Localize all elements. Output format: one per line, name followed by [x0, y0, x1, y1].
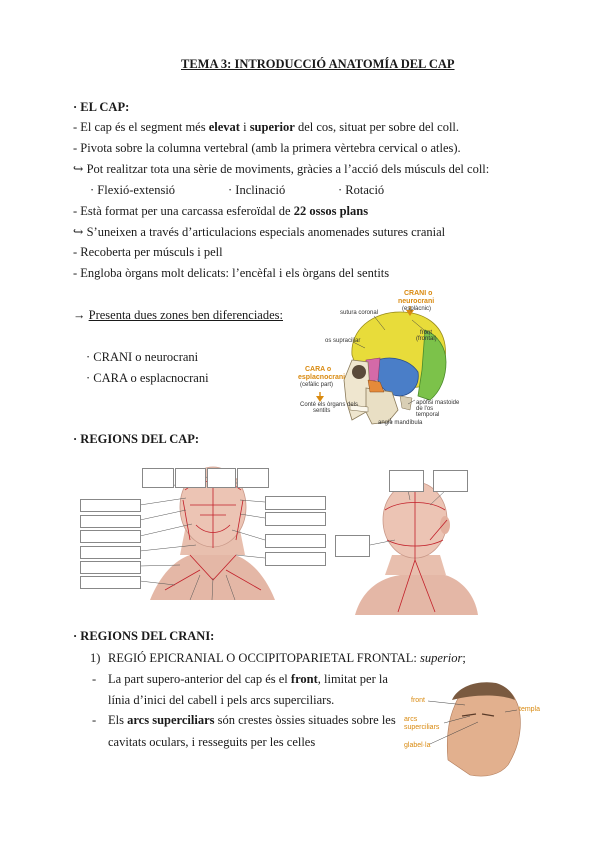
label-apofisi-3: temporal	[416, 412, 440, 418]
line-6: - Recoberta per músculs i pell	[73, 245, 223, 259]
dash-1: -	[92, 672, 97, 686]
crani-label-3: (esplàcnic)	[402, 306, 432, 312]
movement-1: · Flexió-extensió	[90, 183, 176, 197]
line-3: ↪ Pot realitzar tota una sèrie de moviments, gràcies a l’acció dels músculs del coll:	[73, 162, 490, 176]
zone-cara: · CARA o esplacnocrani	[86, 371, 209, 385]
section-heading-cap: · EL CAP:	[73, 100, 130, 114]
item-epicranial: REGIÓ EPICRANIAL O OCCIPITOPARIETAL FRONTAL: superior;	[108, 651, 466, 665]
label-face-front: front	[411, 697, 426, 704]
section-heading-regions-crani: · REGIONS DEL CRANI:	[73, 629, 215, 643]
label-conte-1: Conté els òrgans dels	[300, 402, 359, 408]
section-heading-regions-cap: · REGIONS DEL CAP:	[73, 432, 200, 446]
label-supraciliar: os supraciliar	[325, 338, 361, 344]
line-7: - Engloba òrgans molt delicats: l’encèfal i els òrgans del sentits	[73, 266, 390, 280]
para-2-line-2: cavitats oculars, i resseguits per les celles	[108, 735, 316, 749]
para-1-line-2: línia d’inici del cabell i pels arcs superciliars.	[108, 693, 335, 707]
movement-3: · Rotació	[338, 183, 385, 197]
zones-line: → Presenta dues zones ben diferenciades:	[73, 308, 283, 322]
label-apofisi-1: apòfisi mastoide	[416, 400, 460, 406]
line-2: - Pivota sobre la columna vertebral (amb la primera vèrtebra cervical o atles).	[73, 141, 461, 155]
label-angle: angle mandíbula	[378, 420, 423, 426]
cara-label-1: CARA o	[305, 366, 332, 373]
crani-label-2: neurocrani	[398, 298, 435, 305]
label-face-arcs-1: arcs	[404, 716, 418, 723]
label-face-templa: templa	[519, 706, 541, 713]
item-number: 1)	[90, 651, 101, 665]
line-1: - El cap és el segment més elevat i superior del cos, situat per sobre del coll.	[73, 120, 460, 134]
label-apofisi-2: de l'os	[416, 406, 434, 412]
para-1-line-1: La part supero-anterior del cap és el front, limitat per la	[108, 672, 388, 686]
line-5: ↪ S’uneixen a través d’articulacions especials anomenades sutures cranial	[73, 225, 446, 239]
page-title: TEMA 3: INTRODUCCIÓ ANATOMÍA DEL CAP	[181, 57, 455, 71]
label-sutura: sutura coronal	[340, 310, 379, 316]
label-front: front	[420, 330, 433, 336]
zone-crani: · CRANI o neurocrani	[86, 350, 199, 364]
dash-2: -	[92, 713, 97, 727]
label-face-arcs-2: superciliars	[404, 724, 440, 731]
line-4: - Està format per una carcassa esferoïdal de 22 ossos plans	[73, 204, 369, 218]
para-2-line-1: Els arcs superciliars són crestes òssies situades sobre les	[108, 713, 396, 727]
label-conte-2: sentits	[313, 408, 331, 414]
movement-2: · Inclinació	[228, 183, 286, 197]
label-face-glabela: glabel·la	[404, 742, 431, 749]
cara-label-2: esplacnocrani	[298, 374, 346, 381]
label-frontal: (frontal)	[416, 336, 437, 342]
crani-label-1: CRANI o	[404, 290, 433, 297]
cara-label-3: (cefàlic part)	[300, 382, 334, 388]
